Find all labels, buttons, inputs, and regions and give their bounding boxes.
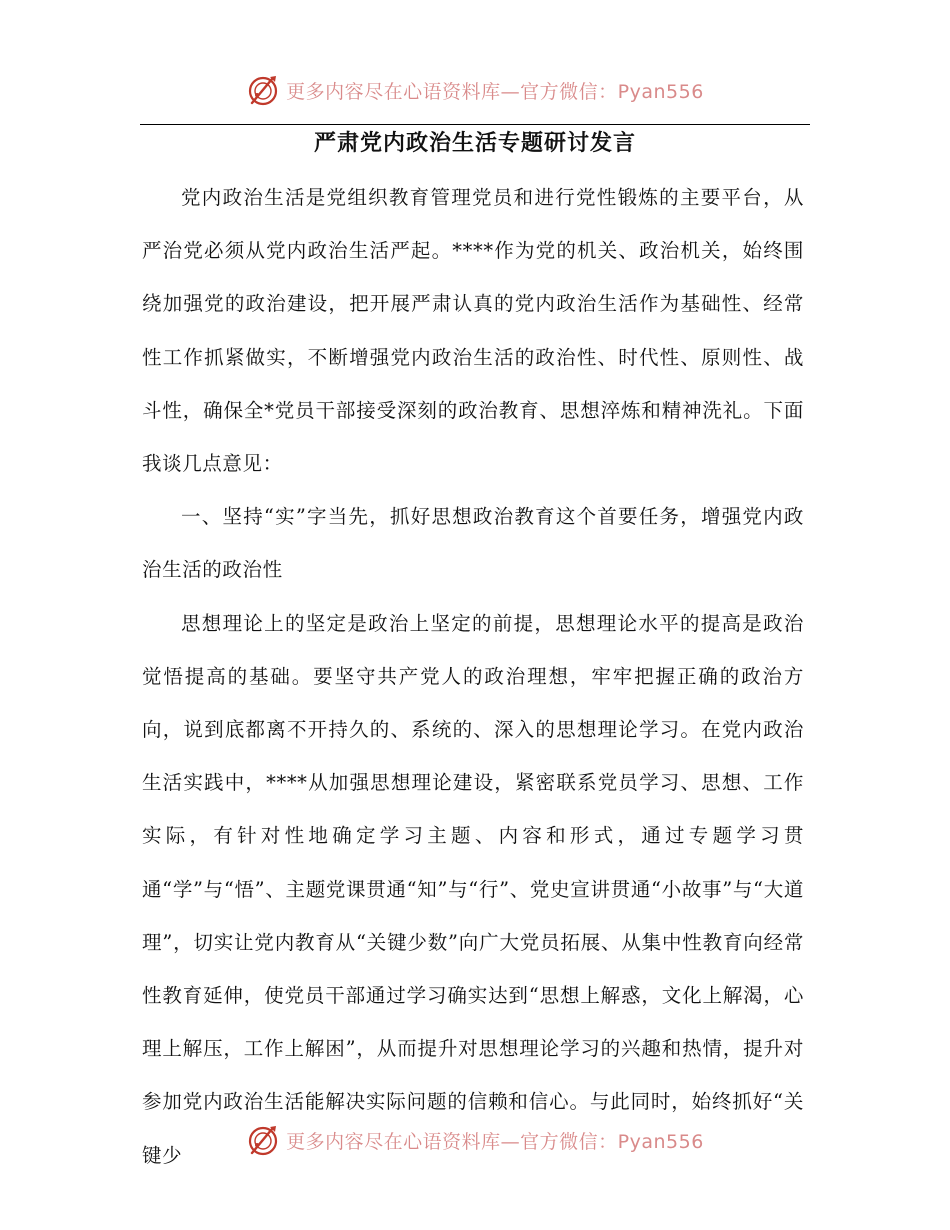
watermark-wechat-handle: Pyan556 bbox=[617, 80, 704, 103]
header-watermark-banner bbox=[0, 70, 950, 110]
footer-watermark-banner bbox=[0, 1120, 950, 1160]
paragraph-section-1: 思想理论上的坚定是政治上坚定的前提，思想理论水平的提高是政治觉悟提高的基础。要坚守共产党人的政治理想，牢牢把握正确的政治方向，说到底都离不开持久的、系统的、深入的思想理论学习。在党内政治生活实践中，****从加强思想理论建设，紧密联系党员学习、思想、工作实际，有针对性地确定学习主题、内容和形式，通过专题学习贯通“学”与“悟”、主题党课贯通“知”与“行”、党史宣讲贯通“小故事”与“大道理”，切实让党内教育从“关键少数”向广大党员拓展、从集中性教育向经常性教育延伸，使党员干部通过学习确实达到“思想上解惑，文化上解渴，心理上解压，工作上解困”，从而提升对思想理论学习的兴趣和热情，提升对参加党内政治生活能解决实际问题的信赖和信心。与此同时，始终抓好“关键少 bbox=[142, 611, 804, 1167]
section-heading-1: 一、坚持“实”字当先，抓好思想政治教育这个首要任务，增强党内政治生活的政治性 bbox=[142, 505, 804, 582]
header-rule bbox=[140, 124, 810, 125]
watermark-text bbox=[286, 1127, 704, 1154]
paragraph-intro: 党内政治生活是党组织教育管理党员和进行党性锻炼的主要平台，从严治党必须从党内政治生活严起。****作为党的机关、政治机关，始终围绕加强党的政治建设，把开展严肃认真的党内政治生活作为基础性、经常性工作抓紧做实，不断增强党内政治生活的政治性、时代性、原则性、战斗性，确保全*党员干部接受深刻的政治教育、思想淬炼和精神洗礼。下面我谈几点意见： bbox=[142, 186, 804, 476]
watermark-message: 更多内容尽在心语资料库—官方微信： bbox=[286, 80, 618, 103]
document-body bbox=[142, 171, 804, 1182]
brand-logo-icon bbox=[246, 73, 280, 107]
brand-logo-icon bbox=[246, 1123, 280, 1157]
watermark-message: 更多内容尽在心语资料库—官方微信： bbox=[286, 1130, 618, 1153]
watermark-text bbox=[286, 77, 704, 104]
watermark-wechat-handle: Pyan556 bbox=[617, 1130, 704, 1153]
document-title: 严肃党内政治生活专题研讨发言 bbox=[313, 130, 636, 156]
